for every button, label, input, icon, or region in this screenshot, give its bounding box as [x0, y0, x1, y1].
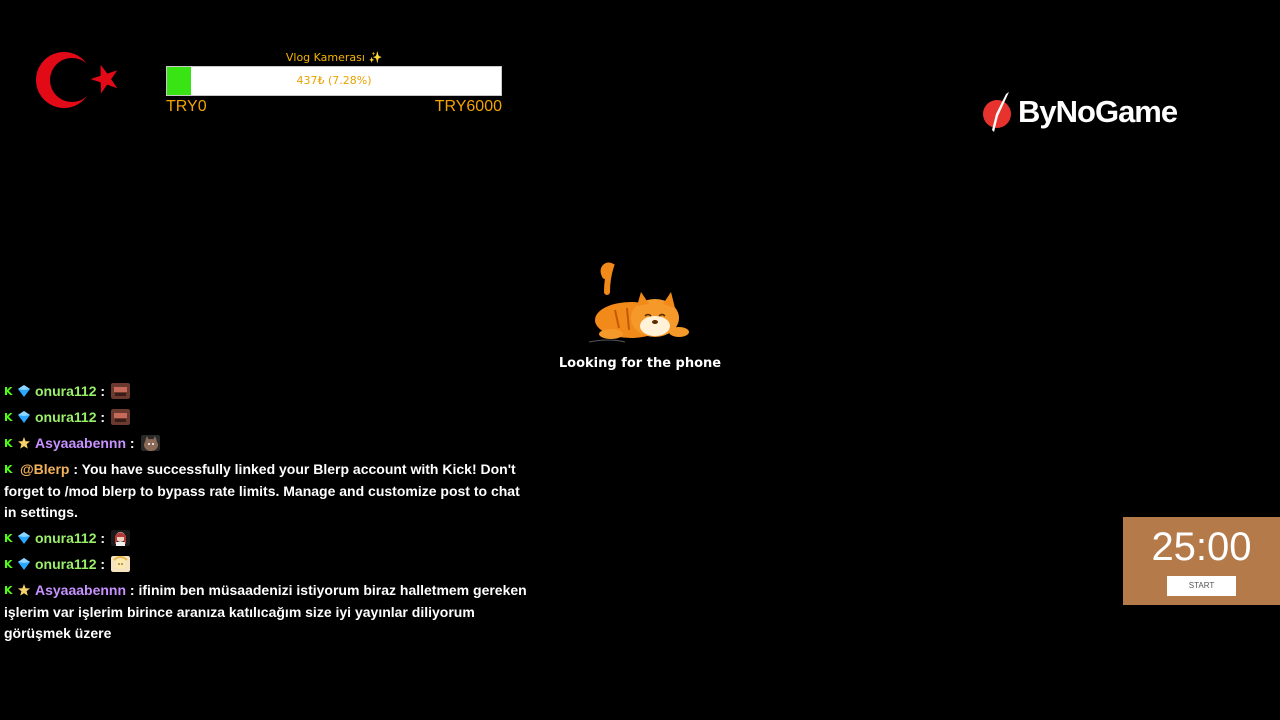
chat-username[interactable]: onura112: [35, 530, 97, 546]
chat-username[interactable]: Asyaaabennn: [35, 435, 127, 451]
chat-text: ifinim ben müsaadenizi istiyorum biraz halletmem gereken işlerim var işlerim birince aranıza katılıcağım size iyi yayınlar diliyorum görüşmek üzere: [4, 582, 527, 641]
bynogame-logo-icon: [982, 90, 1016, 134]
goal-min: TRY0: [166, 98, 207, 115]
gem-icon: [18, 558, 30, 570]
chat-username[interactable]: onura112: [35, 409, 97, 425]
chat-message: [4, 554, 534, 576]
sponsor-logo: [982, 88, 1177, 136]
chat-username[interactable]: @Blerp: [20, 461, 70, 477]
gem-icon: [18, 411, 30, 423]
donation-goal: [166, 50, 502, 116]
emote-icon: [111, 556, 130, 572]
chat-username[interactable]: onura112: [35, 383, 97, 399]
goal-amount: 437₺ (7.28%): [296, 74, 372, 87]
chat-separator: :: [96, 383, 106, 399]
chat-text: You have successfully linked your Blerp account with Kick! Don't forget to /mod blerp to bypass rate limits. Manage and customize post to chat in settings.: [4, 461, 520, 520]
chat-username[interactable]: Asyaaabennn: [35, 582, 127, 598]
sponsor-name: ByNoGame: [1018, 94, 1178, 129]
chat-message: [4, 580, 534, 645]
chat-message: [4, 381, 534, 403]
timer-value: 25:00: [1151, 525, 1252, 569]
chat-message: [4, 528, 534, 550]
countdown-timer: [1123, 517, 1280, 605]
kick-icon: K: [4, 532, 13, 545]
chat-separator: :: [96, 556, 106, 572]
chat-message: [4, 407, 534, 429]
turkish-flag-emblem-icon: [30, 44, 124, 116]
kick-icon: K: [4, 437, 13, 450]
kick-icon: K: [4, 385, 13, 398]
emote-icon: [141, 435, 160, 451]
emote-icon: [111, 409, 130, 425]
chat-feed: [4, 381, 534, 649]
goal-title: Vlog Kamerası ✨: [285, 51, 383, 64]
gem-icon: [18, 385, 30, 397]
emote-icon: [111, 383, 130, 399]
loading-indicator: [540, 262, 740, 371]
emote-icon: [111, 530, 130, 546]
kick-icon: K: [4, 411, 13, 424]
chat-username[interactable]: onura112: [35, 556, 97, 572]
chat-separator: :: [96, 530, 106, 546]
goal-progress-bar: [166, 66, 502, 96]
chat-separator: :: [126, 582, 135, 598]
sleeping-cat-icon: [585, 262, 695, 346]
star-icon: [18, 584, 30, 596]
chat-separator: :: [126, 435, 135, 451]
chat-message: [4, 459, 534, 524]
kick-icon: K: [4, 584, 13, 597]
star-icon: [18, 437, 30, 449]
chat-message: [4, 433, 534, 455]
kick-icon: K: [4, 463, 13, 476]
loader-text: Looking for the phone: [558, 356, 722, 371]
chat-separator: :: [96, 409, 106, 425]
chat-separator: :: [69, 461, 78, 477]
timer-start-button[interactable]: START: [1167, 576, 1236, 596]
kick-icon: K: [4, 558, 13, 571]
gem-icon: [18, 532, 30, 544]
goal-max: TRY6000: [434, 98, 502, 115]
goal-range: [166, 98, 502, 116]
